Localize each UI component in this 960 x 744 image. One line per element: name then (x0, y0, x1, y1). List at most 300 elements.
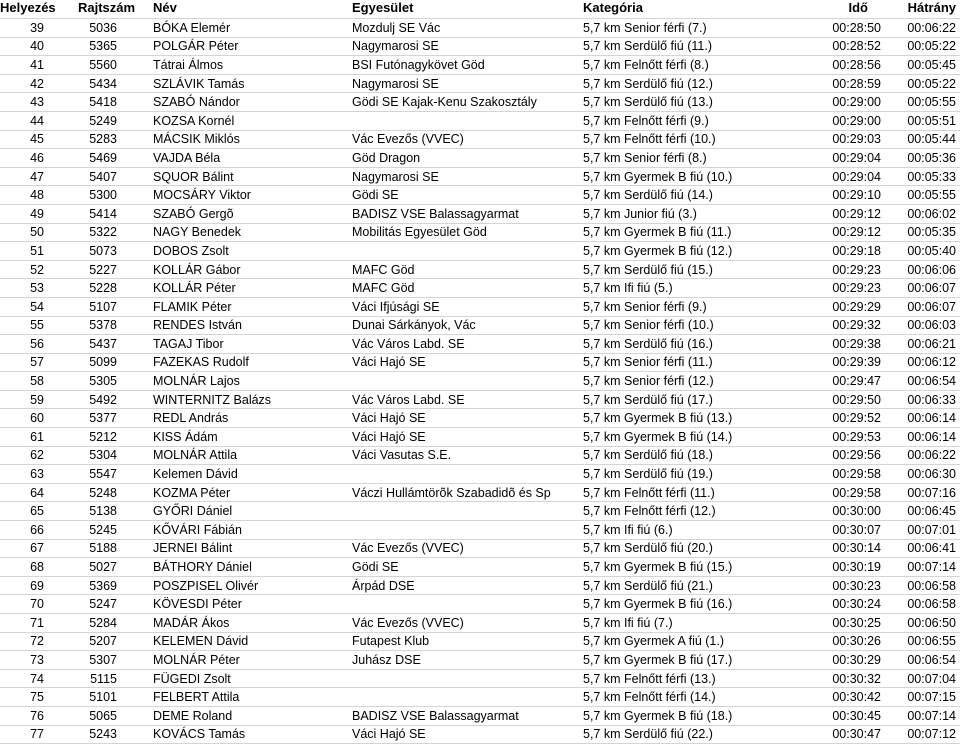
club-cell (350, 502, 580, 521)
gap-cell: 00:05:55 (907, 95, 956, 110)
bib-cell: 5115 (90, 671, 117, 686)
club-cell: Váci Hajó SE (352, 727, 426, 742)
header-egyesulet: Egyesület (352, 0, 414, 15)
place-cell: 66 (30, 522, 44, 537)
place-cell: 59 (30, 392, 44, 407)
gap-cell: 00:06:45 (907, 504, 956, 519)
gap-cell: 00:05:44 (907, 132, 956, 147)
time-cell: 00:29:12 (832, 206, 881, 221)
table-row (0, 353, 960, 372)
table-row (0, 74, 960, 93)
category-cell: 5,7 km Senior férfi (8.) (583, 150, 707, 165)
table-row (0, 93, 960, 112)
place-cell: 43 (30, 95, 44, 110)
club-cell (350, 111, 580, 130)
table-row (0, 37, 960, 56)
time-cell: 00:30:26 (832, 634, 881, 649)
header-nev: Név (153, 0, 177, 15)
category-cell: 5,7 km Felnőtt férfi (11.) (583, 485, 715, 500)
name-cell: MOCSÁRY Viktor (153, 188, 251, 203)
category-cell: 5,7 km Felnőtt férfi (8.) (583, 57, 709, 72)
header-kategoria: Kategória (583, 0, 643, 15)
place-cell: 58 (30, 374, 44, 389)
place-cell: 63 (30, 467, 44, 482)
bib-cell: 5283 (89, 132, 117, 147)
time-cell: 00:30:25 (832, 615, 881, 630)
time-cell: 00:29:53 (832, 429, 881, 444)
place-cell: 47 (30, 169, 44, 184)
category-cell: 5,7 km Serdülő fiú (14.) (583, 188, 713, 203)
club-cell: MAFC Göd (352, 262, 415, 277)
gap-cell: 00:06:58 (907, 578, 956, 593)
gap-cell: 00:06:07 (907, 281, 956, 296)
bib-cell: 5247 (89, 597, 117, 612)
time-cell: 00:30:19 (832, 560, 881, 575)
club-cell: Nagymarosi SE (352, 169, 439, 184)
time-cell: 00:29:03 (832, 132, 881, 147)
table-row (0, 260, 960, 279)
category-cell: 5,7 km Felnőtt férfi (10.) (583, 132, 716, 147)
gap-cell: 00:06:02 (907, 206, 956, 221)
table-row (0, 688, 960, 707)
table-row (0, 669, 960, 688)
table-row (0, 651, 960, 670)
category-cell: 5,7 km Senior férfi (12.) (583, 374, 714, 389)
table-row (0, 465, 960, 484)
table-row (0, 446, 960, 465)
name-cell: JERNEI Bálint (153, 541, 233, 556)
club-cell: Váci Hajó SE (352, 355, 426, 370)
gap-cell: 00:05:36 (907, 150, 956, 165)
place-cell: 42 (30, 76, 44, 91)
bib-cell: 5243 (89, 727, 117, 742)
gap-cell: 00:07:12 (907, 727, 956, 742)
gap-cell: 00:07:15 (907, 690, 956, 705)
table-row (0, 186, 960, 205)
time-cell: 00:30:14 (832, 541, 881, 556)
table-row (0, 167, 960, 186)
time-cell: 00:29:39 (832, 355, 881, 370)
name-cell: Kelemen Dávid (153, 467, 238, 482)
place-cell: 68 (30, 560, 44, 575)
name-cell: MADÁR Ákos (153, 615, 230, 630)
time-cell: 00:29:00 (832, 95, 881, 110)
club-cell: BADISZ VSE Balassagyarmat (352, 206, 519, 221)
club-cell: Váci Hajó SE (352, 429, 426, 444)
name-cell: KÖVESDI Péter (153, 597, 242, 612)
gap-cell: 00:06:58 (907, 597, 956, 612)
category-cell: 5,7 km Ifi fiú (7.) (583, 615, 673, 630)
gap-cell: 00:07:16 (907, 485, 956, 500)
category-cell: 5,7 km Gyermek B fiú (14.) (583, 429, 733, 444)
time-cell: 00:29:00 (832, 113, 881, 128)
place-cell: 56 (30, 336, 44, 351)
gap-cell: 00:05:40 (907, 243, 956, 258)
category-cell: 5,7 km Gyermek B fiú (11.) (583, 225, 732, 240)
gap-cell: 00:05:22 (907, 76, 956, 91)
bib-cell: 5305 (89, 374, 117, 389)
name-cell: NAGY Benedek (153, 225, 242, 240)
place-cell: 51 (30, 243, 44, 258)
gap-cell: 00:05:55 (907, 188, 956, 203)
name-cell: FAZEKAS Rudolf (153, 355, 249, 370)
club-cell: Váci Hajó SE (352, 411, 426, 426)
name-cell: POSZPISEL Olivér (153, 578, 259, 593)
category-cell: 5,7 km Serdülő fiú (18.) (583, 448, 713, 463)
bib-cell: 5284 (89, 615, 117, 630)
time-cell: 00:30:29 (832, 652, 881, 667)
name-cell: REDL András (153, 411, 229, 426)
place-cell: 67 (30, 541, 44, 556)
time-cell: 00:29:10 (832, 188, 881, 203)
table-row (0, 316, 960, 335)
header-ido: Idő (848, 0, 868, 15)
category-cell: 5,7 km Junior fiú (3.) (583, 206, 697, 221)
club-cell: Gödi SE Kajak-Kenu Szakosztály (352, 95, 537, 110)
category-cell: 5,7 km Serdülő fiú (21.) (583, 578, 713, 593)
bib-cell: 5212 (89, 429, 117, 444)
table-row (0, 130, 960, 149)
name-cell: POLGÁR Péter (153, 39, 239, 54)
gap-cell: 00:07:14 (907, 708, 956, 723)
category-cell: 5,7 km Gyermek B fiú (16.) (583, 597, 733, 612)
club-cell: Váci Ifjúsági SE (352, 299, 440, 314)
table-row (0, 56, 960, 75)
place-cell: 77 (30, 727, 44, 742)
gap-cell: 00:06:22 (907, 448, 956, 463)
time-cell: 00:28:59 (832, 76, 881, 91)
category-cell: 5,7 km Gyermek B fiú (10.) (583, 169, 733, 184)
time-cell: 00:29:52 (832, 411, 881, 426)
gap-cell: 00:06:54 (907, 652, 956, 667)
category-cell: 5,7 km Ifi fiú (5.) (583, 281, 673, 296)
category-cell: 5,7 km Serdülő fiú (13.) (583, 95, 713, 110)
club-cell: Vác Város Labd. SE (352, 336, 465, 351)
bib-cell: 5099 (89, 355, 117, 370)
place-cell: 44 (30, 113, 44, 128)
table-row (0, 539, 960, 558)
table-row (0, 576, 960, 595)
club-cell (350, 372, 580, 391)
bib-cell: 5378 (89, 318, 117, 333)
place-cell: 55 (30, 318, 44, 333)
name-cell: SZABÓ Nándor (153, 95, 240, 110)
name-cell: DEME Roland (153, 708, 233, 723)
time-cell: 00:30:24 (832, 597, 881, 612)
club-cell (350, 521, 580, 540)
bib-cell: 5369 (89, 578, 117, 593)
header-rajtszam: Rajtszám (78, 0, 136, 15)
gap-cell: 00:06:55 (907, 634, 956, 649)
name-cell: KOLLÁR Gábor (153, 262, 241, 277)
club-cell (350, 465, 580, 484)
table-row (0, 111, 960, 130)
place-cell: 41 (30, 57, 44, 72)
bib-cell: 5073 (89, 243, 117, 258)
gap-cell: 00:05:45 (907, 57, 956, 72)
time-cell: 00:29:23 (832, 262, 881, 277)
time-cell: 00:29:23 (832, 281, 881, 296)
place-cell: 71 (30, 615, 44, 630)
gap-cell: 00:06:21 (907, 336, 956, 351)
time-cell: 00:30:45 (832, 708, 881, 723)
category-cell: 5,7 km Felnőtt férfi (14.) (583, 690, 716, 705)
category-cell: 5,7 km Serdülő fiú (22.) (583, 727, 713, 742)
category-cell: 5,7 km Ifi fiú (6.) (583, 522, 673, 537)
club-cell: BSI Futónagykövet Göd (352, 57, 485, 72)
club-cell (350, 669, 580, 688)
place-cell: 76 (30, 708, 44, 723)
time-cell: 00:29:32 (832, 318, 881, 333)
name-cell: KISS Ádám (153, 429, 218, 444)
name-cell: SQUOR Bálint (153, 169, 234, 184)
gap-cell: 00:06:33 (907, 392, 956, 407)
bib-cell: 5560 (89, 57, 117, 72)
bib-cell: 5107 (89, 299, 117, 314)
gap-cell: 00:07:01 (907, 522, 956, 537)
club-cell: Juhász DSE (352, 652, 421, 667)
club-cell: Mozdulj SE Vác (352, 20, 441, 35)
club-cell: Nagymarosi SE (352, 76, 439, 91)
name-cell: FÜGEDI Zsolt (153, 671, 231, 686)
club-cell: MAFC Göd (352, 281, 415, 296)
time-cell: 00:29:18 (832, 243, 881, 258)
bib-cell: 5245 (89, 522, 117, 537)
time-cell: 00:28:52 (832, 39, 881, 54)
table-row (0, 725, 960, 744)
time-cell: 00:29:12 (832, 225, 881, 240)
time-cell: 00:30:42 (832, 690, 881, 705)
club-cell (350, 688, 580, 707)
place-cell: 40 (30, 39, 44, 54)
club-cell (350, 242, 580, 261)
place-cell: 74 (30, 671, 44, 686)
category-cell: 5,7 km Serdülő fiú (20.) (583, 541, 713, 556)
club-cell: Árpád DSE (352, 578, 415, 593)
place-cell: 50 (30, 225, 44, 240)
gap-cell: 00:07:04 (907, 671, 956, 686)
bib-cell: 5138 (89, 504, 117, 519)
time-cell: 00:29:50 (832, 392, 881, 407)
place-cell: 49 (30, 206, 44, 221)
gap-cell: 00:06:07 (907, 299, 956, 314)
table-row (0, 558, 960, 577)
bib-cell: 5469 (89, 150, 117, 165)
category-cell: 5,7 km Serdülő fiú (11.) (583, 39, 712, 54)
category-cell: 5,7 km Serdülő fiú (19.) (583, 467, 713, 482)
place-cell: 54 (30, 299, 44, 314)
category-cell: 5,7 km Gyermek B fiú (15.) (583, 560, 733, 575)
gap-cell: 00:05:35 (907, 225, 956, 240)
table-row (0, 521, 960, 540)
time-cell: 00:30:00 (832, 504, 881, 519)
name-cell: DOBOS Zsolt (153, 243, 229, 258)
bib-cell: 5365 (89, 39, 117, 54)
bib-cell: 5227 (89, 262, 117, 277)
table-row (0, 390, 960, 409)
time-cell: 00:30:07 (832, 522, 881, 537)
place-cell: 64 (30, 485, 44, 500)
time-cell: 00:29:38 (832, 336, 881, 351)
bib-cell: 5300 (89, 188, 117, 203)
header-row (0, 0, 960, 19)
time-cell: 00:29:29 (832, 299, 881, 314)
place-cell: 62 (30, 448, 44, 463)
category-cell: 5,7 km Gyermek B fiú (18.) (583, 708, 733, 723)
club-cell: Nagymarosi SE (352, 39, 439, 54)
name-cell: Tátrai Álmos (153, 57, 224, 72)
table-row (0, 595, 960, 614)
time-cell: 00:29:58 (832, 467, 881, 482)
name-cell: MOLNÁR Péter (153, 652, 240, 667)
time-cell: 00:29:04 (832, 150, 881, 165)
club-cell: Vác Evezős (VVEC) (352, 132, 464, 147)
table-row (0, 223, 960, 242)
category-cell: 5,7 km Senior férfi (11.) (583, 355, 713, 370)
category-cell: 5,7 km Gyermek B fiú (12.) (583, 243, 733, 258)
time-cell: 00:30:23 (832, 578, 881, 593)
bib-cell: 5065 (89, 708, 117, 723)
name-cell: MÁCSIK Miklós (153, 132, 240, 147)
place-cell: 57 (30, 355, 44, 370)
table-row (0, 204, 960, 223)
gap-cell: 00:05:22 (907, 39, 956, 54)
gap-cell: 00:06:14 (907, 411, 956, 426)
bib-cell: 5307 (89, 652, 117, 667)
header-helyezes: Helyezés (0, 0, 56, 15)
name-cell: KOZMA Péter (153, 485, 231, 500)
bib-cell: 5434 (89, 76, 117, 91)
gap-cell: 00:06:41 (907, 541, 956, 556)
gap-cell: 00:06:06 (907, 262, 956, 277)
name-cell: KELEMEN Dávid (153, 634, 249, 649)
club-cell: Vác Evezős (VVEC) (352, 541, 464, 556)
name-cell: GYŐRI Dániel (153, 504, 233, 519)
club-cell: Gödi SE (352, 560, 399, 575)
bib-cell: 5101 (89, 690, 117, 705)
table-row (0, 149, 960, 168)
place-cell: 53 (30, 281, 44, 296)
place-cell: 65 (30, 504, 44, 519)
category-cell: 5,7 km Gyermek B fiú (17.) (583, 652, 733, 667)
name-cell: FLAMIK Péter (153, 299, 232, 314)
category-cell: 5,7 km Gyermek A fiú (1.) (583, 634, 725, 649)
club-cell: Vác Evezős (VVEC) (352, 615, 464, 630)
table-row (0, 409, 960, 428)
gap-cell: 00:05:33 (907, 169, 956, 184)
name-cell: MOLNÁR Attila (153, 448, 238, 463)
table-row (0, 483, 960, 502)
place-cell: 73 (30, 652, 44, 667)
table-row (0, 242, 960, 261)
place-cell: 52 (30, 262, 44, 277)
bib-cell: 5492 (89, 392, 117, 407)
place-cell: 46 (30, 150, 44, 165)
club-cell: Váci Vasutas S.E. (352, 448, 452, 463)
bib-cell: 5407 (89, 169, 117, 184)
club-cell: Dunai Sárkányok, Vác (352, 318, 476, 333)
bib-cell: 5207 (89, 634, 117, 649)
club-cell: Vác Város Labd. SE (352, 392, 465, 407)
bib-cell: 5248 (89, 485, 117, 500)
place-cell: 75 (30, 690, 44, 705)
table-row (0, 632, 960, 651)
name-cell: SZABÓ Gergõ (153, 206, 234, 221)
gap-cell: 00:06:22 (907, 20, 956, 35)
name-cell: TAGAJ Tibor (153, 336, 224, 351)
time-cell: 00:29:47 (832, 374, 881, 389)
gap-cell: 00:06:30 (907, 467, 956, 482)
club-cell: Futapest Klub (352, 634, 430, 649)
table-row (0, 279, 960, 298)
table-row (0, 335, 960, 354)
place-cell: 39 (30, 20, 44, 35)
bib-cell: 5228 (89, 281, 117, 296)
time-cell: 00:30:47 (832, 727, 881, 742)
time-cell: 00:29:58 (832, 485, 881, 500)
bib-cell: 5036 (89, 20, 117, 35)
club-cell: Göd Dragon (352, 150, 421, 165)
gap-cell: 00:05:51 (907, 113, 956, 128)
time-cell: 00:29:56 (832, 448, 881, 463)
club-cell: Mobilitás Egyesület Göd (352, 225, 487, 240)
name-cell: FELBERT Attila (153, 690, 240, 705)
place-cell: 70 (30, 597, 44, 612)
gap-cell: 00:06:12 (907, 355, 956, 370)
club-cell: BADISZ VSE Balassagyarmat (352, 708, 519, 723)
time-cell: 00:30:32 (832, 671, 881, 686)
bib-cell: 5188 (89, 541, 117, 556)
table-row (0, 372, 960, 391)
results-table-body (0, 19, 960, 744)
category-cell: 5,7 km Serdülő fiú (17.) (583, 392, 713, 407)
bib-cell: 5249 (89, 113, 117, 128)
table-row (0, 614, 960, 633)
bib-cell: 5547 (89, 467, 117, 482)
time-cell: 00:29:04 (832, 169, 881, 184)
name-cell: BÓKA Elemér (153, 20, 231, 35)
name-cell: KOZSA Kornél (153, 113, 235, 128)
time-cell: 00:28:56 (832, 57, 881, 72)
bib-cell: 5304 (89, 448, 117, 463)
club-cell: Váczi Hullámtörõk Szabadidõ és Sp (352, 485, 551, 500)
gap-cell: 00:06:03 (907, 318, 956, 333)
time-cell: 00:28:50 (832, 20, 881, 35)
header-hatrany: Hátrány (907, 0, 956, 15)
category-cell: 5,7 km Senior férfi (9.) (583, 299, 707, 314)
bib-cell: 5437 (89, 336, 117, 351)
name-cell: BÁTHORY Dániel (153, 560, 252, 575)
category-cell: 5,7 km Senior férfi (10.) (583, 318, 714, 333)
table-row (0, 706, 960, 725)
name-cell: WINTERNITZ Balázs (153, 392, 272, 407)
name-cell: SZLÁVIK Tamás (153, 76, 245, 91)
name-cell: RENDES István (153, 318, 242, 333)
table-row (0, 297, 960, 316)
name-cell: KOVÁCS Tamás (153, 727, 246, 742)
gap-cell: 00:07:14 (907, 560, 956, 575)
place-cell: 61 (30, 429, 44, 444)
category-cell: 5,7 km Senior férfi (7.) (583, 20, 707, 35)
name-cell: KŐVÁRI Fábián (153, 522, 242, 537)
bib-cell: 5418 (89, 95, 117, 110)
place-cell: 45 (30, 132, 44, 147)
place-cell: 69 (30, 578, 44, 593)
results-table-header (0, 0, 960, 19)
category-cell: 5,7 km Felnőtt férfi (12.) (583, 504, 716, 519)
name-cell: VAJDA Béla (153, 150, 221, 165)
category-cell: 5,7 km Gyermek B fiú (13.) (583, 411, 733, 426)
